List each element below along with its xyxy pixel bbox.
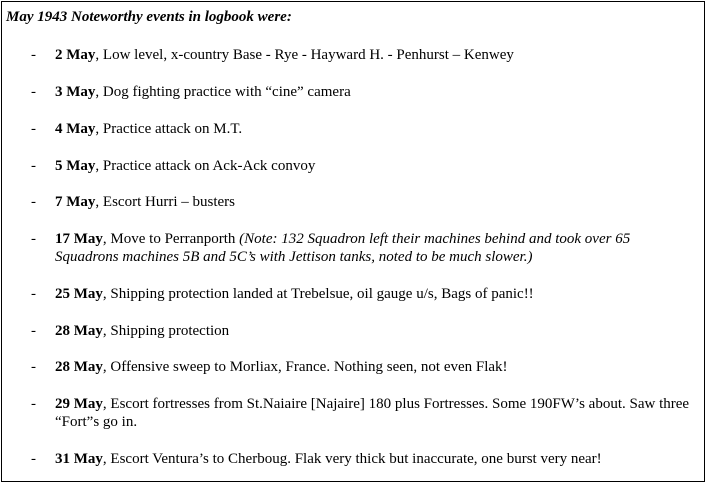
- entry-description: , Escort fortresses from St.Naiaire [Najaire] 180 plus Fortresses. Some 190FW’s about. Saw three “Fort”s go in.: [55, 396, 690, 430]
- entry-date: 17 May: [55, 231, 103, 247]
- entry-date: 7 May: [55, 194, 96, 210]
- entry-text: [55, 285, 695, 303]
- entry-date: 5 May: [55, 158, 96, 174]
- entry-date: 28 May: [55, 323, 103, 339]
- entry-date: 25 May: [55, 286, 103, 302]
- entry-date: 31 May: [55, 451, 103, 467]
- bullet-dash: -: [31, 194, 36, 210]
- entry-text: [55, 322, 695, 340]
- entry-date: 4 May: [55, 121, 96, 137]
- entry-description: , Shipping protection: [102, 323, 230, 339]
- entry-text: [55, 157, 695, 175]
- document-heading: May 1943 Noteworthy events in logbook were:: [6, 9, 292, 25]
- bullet-dash: -: [31, 121, 36, 137]
- entry-description: , Low level, x-country Base - Rye - Hayward H. - Penhurst – Kenwey: [95, 47, 514, 63]
- entry-description: , Practice attack on M.T.: [95, 121, 243, 137]
- entry-description: , Move to Perranporth: [102, 231, 240, 247]
- entry-text: [55, 230, 695, 266]
- entry-note: (Note: 132 Squadron left their machines behind and took over 65 Squadrons machines 5B and 5C’s with Jettison tanks, noted to be much slower.): [55, 231, 631, 265]
- bullet-dash: -: [31, 231, 36, 247]
- entry-description: , Shipping protection landed at Trebelsue, oil gauge u/s, Bags of panic!!: [102, 286, 534, 302]
- bullet-dash: -: [31, 451, 36, 467]
- entry-text: [55, 395, 695, 431]
- entry-date: 2 May: [55, 47, 96, 63]
- entry-date: 3 May: [55, 84, 96, 100]
- entry-text: [55, 193, 695, 211]
- entry-text: [55, 450, 695, 468]
- bullet-dash: -: [31, 84, 36, 100]
- entry-text: [55, 358, 695, 376]
- entry-text: [55, 46, 695, 64]
- entry-text: [55, 83, 695, 101]
- entry-text: [55, 120, 695, 138]
- entry-description: , Escort Ventura’s to Cherboug. Flak very thick but inaccurate, one burst very near!: [102, 451, 602, 467]
- entry-date: 28 May: [55, 359, 103, 375]
- entry-date: 29 May: [55, 396, 103, 412]
- bullet-dash: -: [31, 396, 36, 412]
- bullet-dash: -: [31, 359, 36, 375]
- bullet-dash: -: [31, 323, 36, 339]
- bullet-dash: -: [31, 286, 36, 302]
- entry-description: , Dog fighting practice with “cine” camera: [95, 84, 351, 100]
- bullet-dash: -: [31, 158, 36, 174]
- bullet-dash: -: [31, 47, 36, 63]
- entry-description: , Offensive sweep to Morliax, France. Nothing seen, not even Flak!: [102, 359, 508, 375]
- entry-description: , Escort Hurri – busters: [95, 194, 235, 210]
- entry-description: , Practice attack on Ack-Ack convoy: [95, 158, 316, 174]
